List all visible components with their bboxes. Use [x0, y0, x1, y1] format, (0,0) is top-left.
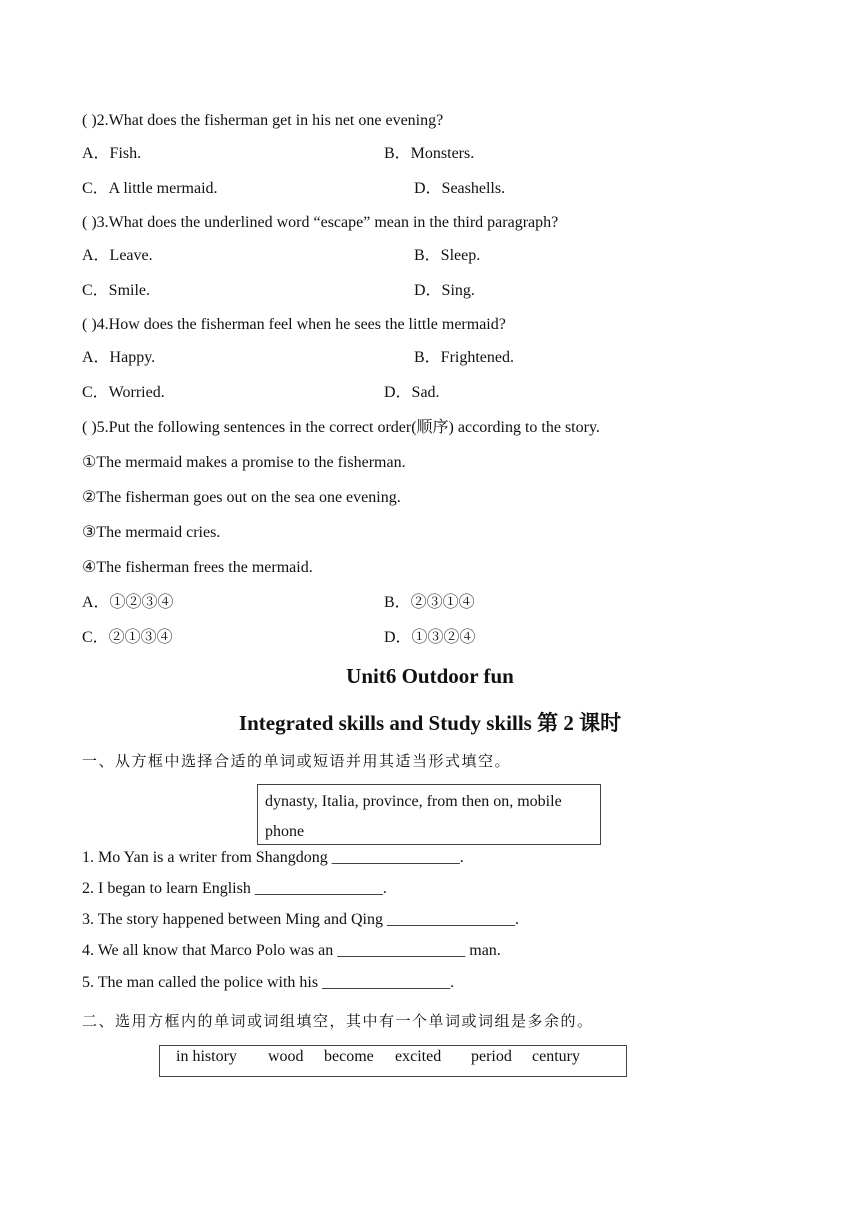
order-sentence: ④The fisherman frees the mermaid. — [82, 559, 313, 576]
unit-title: Unit6 Outdoor fun — [346, 664, 514, 688]
question-5-option-b: B．②③①④ — [384, 594, 475, 611]
question-3-stem: ( )3.What does the underlined word “escape” mean in the third paragraph? — [82, 214, 559, 231]
question-4-option-a: A．Happy. — [82, 349, 156, 366]
lesson-title: Integrated skills and Study skills 第 2 课时 — [238, 711, 622, 735]
fill-item: 3. The story happened between Ming and Qing ________________. — [82, 911, 519, 928]
fill-item: 2. I began to learn English ________________. — [82, 880, 387, 897]
question-4-option-d: D．Sad. — [384, 384, 440, 401]
question-4-option-b: B．Frightened. — [414, 349, 514, 366]
word-box-1-text: dynasty, Italia, province, from then on, mobile phone — [265, 793, 562, 840]
section-2-instruction: 二、选用方框内的单词或词组填空，其中有一个单词或词组是多余的。 — [82, 1012, 594, 1030]
question-3-option-c: C．Smile. — [82, 282, 151, 299]
question-5-option-a: A．①②③④ — [82, 594, 174, 611]
question-2-option-b: B．Monsters. — [384, 145, 475, 162]
fill-item: 4. We all know that Marco Polo was an ________________ man. — [82, 942, 501, 959]
question-2-option-c: C．A little mermaid. — [82, 180, 218, 197]
fill-item: 5. The man called the police with his ________________. — [82, 974, 455, 991]
question-5-stem: ( )5.Put the following sentences in the correct order(顺序) according to the story. — [82, 419, 600, 436]
question-5-option-c: C．②①③④ — [82, 629, 173, 646]
order-sentence: ②The fisherman goes out on the sea one evening. — [82, 489, 401, 506]
order-sentence: ③The mermaid cries. — [82, 524, 221, 541]
question-3-option-a: A．Leave. — [82, 247, 153, 264]
word-box-2 — [159, 1045, 627, 1077]
question-5-option-d: D．①③②④ — [384, 629, 476, 646]
question-4-stem: ( )4.How does the fisherman feel when he sees the little mermaid? — [82, 316, 506, 333]
word-box-2-word: become — [324, 1048, 374, 1065]
order-sentence: ①The mermaid makes a promise to the fisherman. — [82, 454, 406, 471]
word-box-2-word: wood — [268, 1048, 304, 1065]
question-4-option-c: C．Worried. — [82, 384, 165, 401]
question-2-option-a: A．Fish. — [82, 145, 142, 162]
word-box-2-word: in history — [176, 1048, 237, 1065]
word-box-1 — [257, 784, 601, 845]
question-3-option-b: B．Sleep. — [414, 247, 481, 264]
word-box-2-word: period — [471, 1048, 512, 1065]
word-box-2-word: century — [532, 1048, 580, 1065]
question-2-stem: ( )2.What does the fisherman get in his net one evening? — [82, 112, 444, 129]
word-box-2-word: excited — [395, 1048, 442, 1065]
fill-item: 1. Mo Yan is a writer from Shangdong ________________. — [82, 849, 464, 866]
section-1-instruction: 一、从方框中选择合适的单词或短语并用其适当形式填空。 — [82, 752, 512, 770]
question-2-option-d: D．Seashells. — [414, 180, 506, 197]
question-3-option-d: D．Sing. — [414, 282, 475, 299]
